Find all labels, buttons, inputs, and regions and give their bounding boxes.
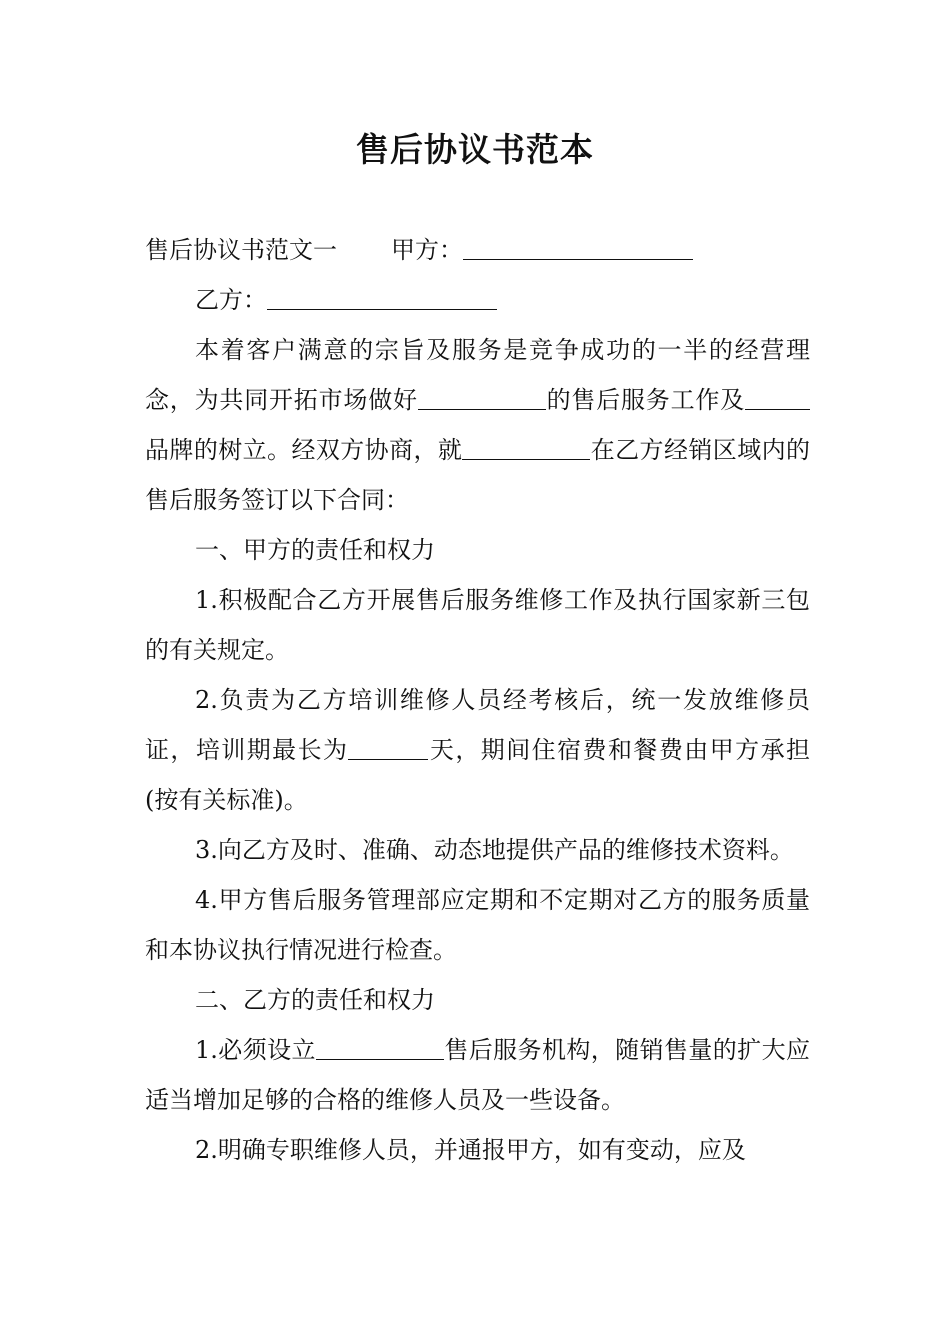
blank-service-org — [316, 1035, 444, 1060]
party-a-blank — [463, 235, 693, 260]
preamble-text-2: 的售后服务工作及 — [545, 386, 746, 414]
section1-item3: 3.向乙方及时、准确、动态地提供产品的维修技术资料。 — [195, 836, 794, 864]
preamble-paragraph — [145, 325, 810, 525]
section1-item2 — [145, 675, 810, 825]
section2-item1-text-2: 售后服务机构，随销售量的扩大应适当增加足够的合格的维修人员及一些设备。 — [145, 1036, 810, 1114]
section1-item1: 1.积极配合乙方开展售后服务维修工作及执行国家新三包的有关规定。 — [145, 586, 810, 664]
blank-service-scope — [418, 385, 546, 410]
preamble-text-1: 本着客户满意的宗旨及服务是竞争成功的一半的经营理念，为共同开拓市场做好 — [145, 336, 810, 414]
blank-brand — [745, 385, 810, 410]
intro-line — [145, 225, 810, 275]
preamble-text-3: 品牌的树立。经双方协商，就 — [145, 436, 463, 464]
party-b-line — [145, 275, 810, 325]
section2-item1-text-1: 1.必须设立 — [195, 1036, 316, 1064]
section1-item2-text-2: 天，期间住宿费和餐费由甲方承担(按有关标准)。 — [145, 736, 811, 814]
section2-item2: 2.明确专职维修人员，并通报甲方，如有变动，应及 — [195, 1136, 746, 1164]
section2-heading: 二、乙方的责任和权力 — [195, 986, 435, 1014]
party-a-label: 甲方： — [391, 236, 463, 264]
document-body — [145, 225, 810, 1175]
section1-heading: 一、甲方的责任和权力 — [195, 536, 435, 564]
section1-item4: 4.甲方售后服务管理部应定期和不定期对乙方的服务质量和本协议执行情况进行检查。 — [145, 886, 810, 964]
party-b-blank — [267, 285, 497, 310]
section1-item2-text-1: 2.负责为乙方培训维修人员经考核后，统一发放维修员证，培训期最长为 — [145, 686, 810, 764]
blank-product — [462, 435, 590, 460]
section2-item1 — [145, 1025, 810, 1125]
blank-training-days — [348, 735, 428, 760]
preamble-text-4: 在乙方经销区域内的售后服务签订以下合同： — [145, 436, 811, 514]
doc-label: 售后协议书范文一 — [145, 236, 337, 264]
party-b-label: 乙方： — [195, 286, 267, 314]
document-title: 售后协议书范本 — [356, 130, 594, 169]
